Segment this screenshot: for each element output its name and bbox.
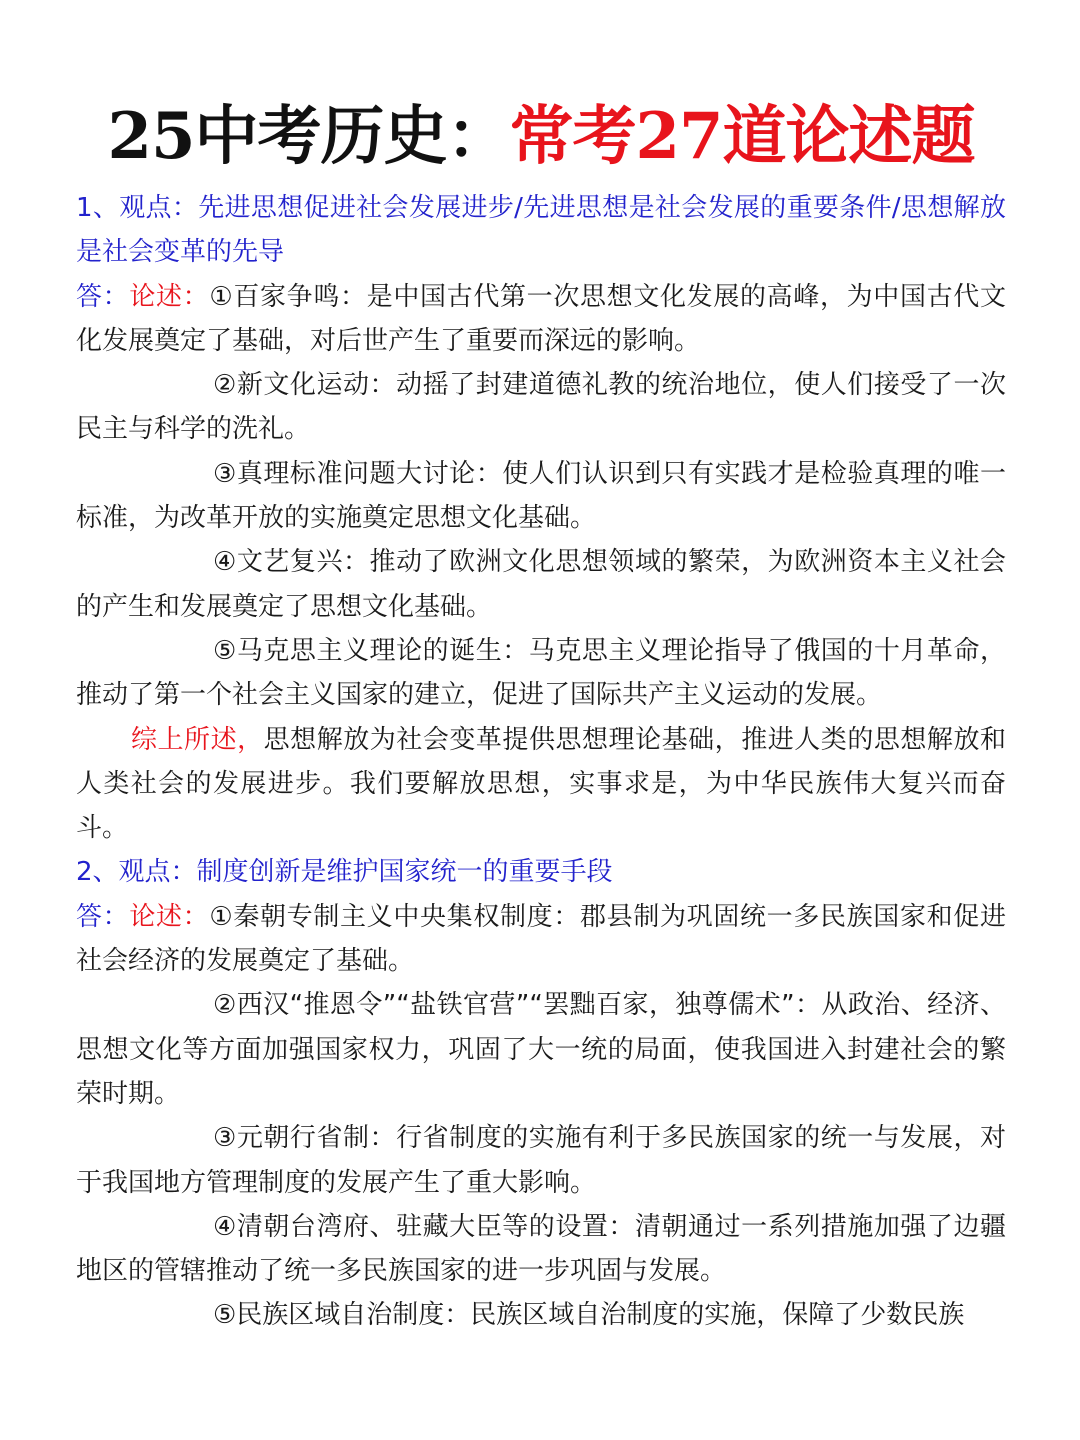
section-2-item: ④清朝台湾府、驻藏大臣等的设置：清朝通过一系列措施加强了边疆地区的管辖推动了统一多民族国家的进一步巩固与发展。 xyxy=(76,1211,1006,1287)
section-1-item: ⑤马克思主义理论的诞生：马克思主义理论指导了俄国的十月革命，推动了第一个社会主义国家的建立，促进了国际共产主义运动的发展。 xyxy=(76,635,1006,711)
section-1-item: ④文艺复兴：推动了欧洲文化思想领域的繁荣，为欧洲资本主义社会的产生和发展奠定了思想文化基础。 xyxy=(76,547,1006,622)
answer-label: 答： xyxy=(76,901,130,932)
section-2-item: ⑤民族区域自治制度：民族区域自治制度的实施，保障了少数民族 xyxy=(213,1300,965,1331)
section-2-item: ②西汉“推恩令”“盐铁官营”“罢黜百家，独尊儒术”：从政治、经济、思想文化等方面加强国家权力，巩固了大一统的局面，使我国进入封建社会的繁荣时期。 xyxy=(76,990,1006,1109)
section-1-summary xyxy=(76,718,1006,851)
section-1-heading: 1、观点：先进思想促进社会发展进步/先进思想是社会发展的重要条件/思想解放是社会变革的先导 xyxy=(76,193,1006,268)
document-body xyxy=(76,186,1006,1338)
summary-label: 综上所述， xyxy=(131,724,264,755)
summary-text: 思想解放为社会变革提供思想理论基础，推进人类的思想解放和人类社会的发展进步。我们要解放思想，实事求是，为中华民族伟大复兴而奋斗。 xyxy=(76,724,1006,844)
answer-label: 答： xyxy=(76,281,130,312)
title-highlight: 常考27道论述题 xyxy=(509,99,975,174)
section-1-item xyxy=(76,275,1006,364)
argument-label: 论述： xyxy=(129,901,210,932)
item-text: ①秦朝专制主义中央集权制度：郡县制为巩固统一多民族国家和促进社会经济的发展奠定了基础。 xyxy=(76,901,1006,977)
section-2-heading: 2、观点：制度创新是维护国家统一的重要手段 xyxy=(76,857,613,888)
item-text: ①百家争鸣：是中国古代第一次思想文化发展的高峰，为中国古代文化发展奠定了基础，对后世产生了重要而深远的影响。 xyxy=(76,281,1006,356)
section-1-item: ③真理标准问题大讨论：使人们认识到只有实践才是检验真理的唯一标准，为改革开放的实施奠定思想文化基础。 xyxy=(76,458,1006,534)
title-prefix: 25中考历史： xyxy=(107,99,510,174)
section-2-item: ③元朝行省制：行省制度的实施有利于多民族国家的统一与发展，对于我国地方管理制度的发展产生了重大影响。 xyxy=(76,1123,1006,1198)
section-1-item: ②新文化运动：动摇了封建道德礼教的统治地位，使人们接受了一次民主与科学的洗礼。 xyxy=(76,370,1006,445)
page-title xyxy=(76,0,1006,178)
argument-label: 论述： xyxy=(129,281,210,312)
section-2-item xyxy=(76,895,1006,984)
